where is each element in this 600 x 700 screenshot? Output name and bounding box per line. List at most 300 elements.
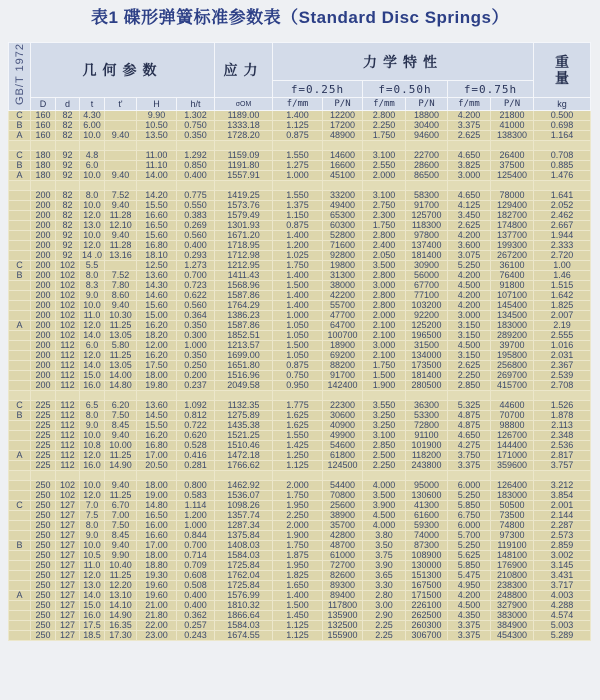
series-cell [9, 351, 31, 361]
table-cell: 1579.49 [215, 211, 273, 221]
table-row [9, 191, 591, 201]
table-cell: 3.100 [363, 151, 406, 161]
table-cell: 15.60 [137, 231, 177, 241]
table-cell: 56000 [406, 271, 448, 281]
spacer-row [9, 181, 591, 191]
table-cell: 1810.32 [215, 601, 273, 611]
spacer-row [9, 391, 591, 401]
table-cell: 180 [31, 171, 56, 181]
table-cell: 226100 [406, 601, 448, 611]
table-cell: 129400 [491, 201, 534, 211]
table-cell: 180 [31, 161, 56, 171]
table-cell: 167500 [406, 581, 448, 591]
table-cell [323, 471, 363, 481]
series-cell [9, 621, 31, 631]
table-cell: 102 [56, 301, 80, 311]
table-cell: 250 [31, 601, 56, 611]
table-cell: 36300 [406, 401, 448, 411]
table-cell: 14.0 [80, 361, 105, 371]
series-cell [9, 521, 31, 531]
table-cell: 269700 [491, 371, 534, 381]
table-cell: 1.550 [273, 151, 323, 161]
table-cell: 9.90 [105, 551, 137, 561]
table-cell [177, 471, 215, 481]
table-cell: 50500 [491, 501, 534, 511]
table-cell: 1.641 [534, 191, 591, 201]
table-cell: 176900 [491, 561, 534, 571]
table-cell: 3.80 [363, 531, 406, 541]
table-cell: 11.00 [137, 151, 177, 161]
deflection-025-header: f=0.25h [273, 81, 363, 98]
table-cell: 2.031 [534, 351, 591, 361]
table-cell: 118300 [406, 221, 448, 231]
table-cell: 0.709 [177, 561, 215, 571]
table-cell: 2.400 [363, 241, 406, 251]
table-cell: 9.40 [105, 541, 137, 551]
table-cell: 250 [31, 531, 56, 541]
table-cell: 4.200 [448, 111, 491, 121]
table-cell: 3.250 [363, 411, 406, 421]
table-cell: 1.750 [273, 261, 323, 271]
table-cell: 3.500 [363, 491, 406, 501]
table-cell: 1.900 [273, 531, 323, 541]
table-cell: 49900 [323, 431, 363, 441]
table-cell: 0.550 [177, 201, 215, 211]
column-header: t [80, 98, 105, 111]
table-cell: 306700 [406, 631, 448, 641]
table-cell: 6.70 [105, 501, 137, 511]
table-cell: 92 [56, 151, 80, 161]
table-cell: 82 [56, 191, 80, 201]
table-cell: 148100 [491, 551, 534, 561]
table-cell: 112 [56, 421, 80, 431]
table-cell: 125200 [406, 321, 448, 331]
table-cell [56, 391, 80, 401]
table-cell: 3.375 [448, 461, 491, 471]
table-cell: 0.293 [177, 251, 215, 261]
table-cell: 112 [56, 431, 80, 441]
table-row [9, 401, 591, 411]
table-cell: 1.150 [273, 211, 323, 221]
table-cell: 8.60 [105, 291, 137, 301]
series-cell [9, 181, 31, 191]
table-cell: 11.0 [80, 561, 105, 571]
table-cell: 11.25 [105, 571, 137, 581]
table-row [9, 441, 591, 451]
table-row [9, 521, 591, 531]
table-cell: 54400 [323, 481, 363, 491]
series-cell [9, 561, 31, 571]
table-cell: 1.000 [273, 311, 323, 321]
table-cell: 3.250 [363, 421, 406, 431]
table-cell: 112 [56, 361, 80, 371]
table-cell: 180 [31, 151, 56, 161]
table-cell: 250 [31, 551, 56, 561]
table-row [9, 411, 591, 421]
table-cell: 1510.46 [215, 441, 273, 451]
table-cell: 94600 [406, 131, 448, 141]
table-cell: 88200 [323, 361, 363, 371]
table-cell: 3.100 [363, 191, 406, 201]
table-cell: 160 [31, 121, 56, 131]
table-cell: 2.800 [363, 301, 406, 311]
table-cell: 11.0 [80, 311, 105, 321]
table-cell: 13.16 [105, 251, 137, 261]
table-cell: 5.325 [448, 401, 491, 411]
table-cell: 1.016 [534, 341, 591, 351]
table-cell: 8.0 [80, 411, 105, 421]
table-cell: 38900 [323, 511, 363, 521]
table-cell: 92200 [406, 311, 448, 321]
table-cell: 118200 [406, 451, 448, 461]
table-cell: 19.80 [137, 381, 177, 391]
table-cell: 92800 [323, 251, 363, 261]
table-cell: 1.875 [273, 551, 323, 561]
table-cell: 82 [56, 211, 80, 221]
table-cell: 78000 [491, 191, 534, 201]
table-cell: 0.364 [177, 311, 215, 321]
table-cell: 0.383 [177, 211, 215, 221]
table-cell: 16.0 [80, 461, 105, 471]
table-cell: 31500 [406, 341, 448, 351]
table-cell: 14.50 [137, 411, 177, 421]
table-cell: 127 [56, 631, 80, 641]
table-cell: 44600 [491, 401, 534, 411]
table-cell: 19.30 [137, 571, 177, 581]
table-cell: 4.574 [534, 611, 591, 621]
table-cell: 2.536 [534, 441, 591, 451]
column-header: h/t [177, 98, 215, 111]
table-cell: 1.302 [177, 111, 215, 121]
column-header: H [137, 98, 177, 111]
table-cell: 16.60 [137, 211, 177, 221]
table-cell: 182700 [491, 211, 534, 221]
table-cell: 6.20 [105, 401, 137, 411]
table-cell: 1.050 [273, 321, 323, 331]
table-cell [56, 141, 80, 151]
table-cell: 15.60 [137, 301, 177, 311]
table-cell: 7.50 [105, 521, 137, 531]
table-cell: 6.750 [448, 511, 491, 521]
table-cell: 250 [31, 561, 56, 571]
table-cell [491, 141, 534, 151]
table-cell: 260300 [406, 621, 448, 631]
table-cell: 53300 [406, 411, 448, 421]
table-cell: 91100 [406, 431, 448, 441]
series-cell [9, 491, 31, 501]
table-cell: 14.80 [137, 501, 177, 511]
table-cell: 71600 [323, 241, 363, 251]
table-cell: 1.275 [273, 161, 323, 171]
table-cell: 117800 [323, 601, 363, 611]
table-cell: 1.250 [273, 451, 323, 461]
table-cell: 2.90 [363, 611, 406, 621]
table-cell: 0.714 [177, 551, 215, 561]
table-row [9, 221, 591, 231]
table-cell: 11.25 [105, 491, 137, 501]
table-cell: 3.900 [363, 501, 406, 511]
table-cell: 2.250 [363, 121, 406, 131]
table-cell: 2.539 [534, 371, 591, 381]
series-cell [9, 431, 31, 441]
table-cell: 248800 [491, 591, 534, 601]
series-cell: B [9, 411, 31, 421]
table-cell: 183000 [491, 491, 534, 501]
table-cell: 3.50 [363, 541, 406, 551]
table-cell: 2.052 [534, 201, 591, 211]
table-cell: 2.800 [363, 231, 406, 241]
table-cell: 13.10 [105, 591, 137, 601]
table-cell [137, 471, 177, 481]
table-cell: 82 [56, 111, 80, 121]
table-cell: 127 [56, 551, 80, 561]
table-cell: 1557.91 [215, 171, 273, 181]
table-cell: 112 [56, 381, 80, 391]
table-cell: 1.400 [273, 231, 323, 241]
table-cell: 17.00 [137, 541, 177, 551]
table-cell: 17.30 [105, 631, 137, 641]
table-cell: 1.750 [363, 361, 406, 371]
table-row [9, 261, 591, 271]
table-cell: 1.625 [273, 411, 323, 421]
table-row [9, 291, 591, 301]
table-cell [105, 471, 137, 481]
table-cell: 10.0 [80, 431, 105, 441]
series-cell [9, 631, 31, 641]
column-header: kg [534, 98, 591, 111]
table-cell: 70800 [323, 491, 363, 501]
table-cell [323, 181, 363, 191]
table-cell: 0.800 [177, 481, 215, 491]
table-cell: 4.875 [448, 421, 491, 431]
table-cell: 10.0 [80, 171, 105, 181]
table-cell: 210800 [491, 571, 534, 581]
table-row [9, 561, 591, 571]
table-cell: 11.25 [105, 451, 137, 461]
table-cell: 250 [31, 631, 56, 641]
table-cell: 2.550 [363, 161, 406, 171]
table-cell: 0.875 [273, 131, 323, 141]
table-cell: 8.0 [80, 191, 105, 201]
table-row [9, 331, 591, 341]
table-cell: 72700 [323, 561, 363, 571]
table-cell: 1762.04 [215, 571, 273, 581]
table-cell: 30900 [406, 261, 448, 271]
table-cell [177, 181, 215, 191]
table-cell: 2.000 [273, 521, 323, 531]
table-cell: 41000 [491, 121, 534, 131]
standard-label: GB/T 1972 [13, 43, 26, 105]
table-cell: 13.60 [137, 271, 177, 281]
table-cell: 97300 [491, 531, 534, 541]
table-cell: 127 [56, 561, 80, 571]
table-cell: 1.000 [177, 341, 215, 351]
table-cell: 41300 [406, 501, 448, 511]
table-cell: 1189.00 [215, 111, 273, 121]
table-cell: 60300 [323, 221, 363, 231]
table-cell: 9.90 [137, 111, 177, 121]
table-cell: 1671.20 [215, 231, 273, 241]
table-cell: 22.00 [137, 621, 177, 631]
table-row [9, 421, 591, 431]
table-cell: 16.35 [105, 621, 137, 631]
table-cell [31, 141, 56, 151]
table-cell: 25600 [323, 501, 363, 511]
table-cell: 4.003 [534, 591, 591, 601]
column-header: f/mm [448, 98, 491, 111]
table-cell: 4.000 [363, 481, 406, 491]
table-cell: 2.462 [534, 211, 591, 221]
column-header: P/N [406, 98, 448, 111]
table-cell: 14.80 [105, 381, 137, 391]
table-cell: 0.722 [177, 421, 215, 431]
table-cell: 3.600 [448, 241, 491, 251]
table-cell: 1.400 [273, 301, 323, 311]
table-cell: 1287.34 [215, 521, 273, 531]
table-cell: 101900 [406, 441, 448, 451]
table-cell: 102 [56, 481, 80, 491]
table-cell: 0.560 [177, 231, 215, 241]
table-cell: 0.775 [177, 191, 215, 201]
table-cell: 18.00 [137, 371, 177, 381]
table-cell: 181400 [406, 371, 448, 381]
table-cell: 19.60 [137, 581, 177, 591]
table-cell: 199300 [491, 241, 534, 251]
table-cell: 1.292 [177, 151, 215, 161]
column-header: f/mm [363, 98, 406, 111]
table-cell: 48700 [323, 541, 363, 551]
table-cell: 4.200 [448, 231, 491, 241]
table-cell: 200 [31, 241, 56, 251]
series-cell [9, 221, 31, 231]
series-cell [9, 391, 31, 401]
series-cell: B [9, 121, 31, 131]
table-cell: 4.288 [534, 601, 591, 611]
table-cell: 127 [56, 511, 80, 521]
table-cell: 1.114 [177, 501, 215, 511]
table-cell: 30400 [406, 121, 448, 131]
table-cell: 1212.95 [215, 261, 273, 271]
table-cell [406, 471, 448, 481]
table-cell: 67700 [406, 281, 448, 291]
table-cell: 8.0 [80, 271, 105, 281]
table-cell: 12.0 [80, 351, 105, 361]
table-cell: 16.00 [137, 521, 177, 531]
table-row [9, 311, 591, 321]
table-cell: 16.0 [80, 381, 105, 391]
table-cell: 1516.96 [215, 371, 273, 381]
table-cell: 200 [31, 311, 56, 321]
table-cell: 125400 [491, 171, 534, 181]
table-cell [215, 391, 273, 401]
table-cell: 0.269 [177, 221, 215, 231]
table-cell: 250 [31, 541, 56, 551]
table-cell: 0.400 [177, 591, 215, 601]
table-cell: 12.0 [80, 491, 105, 501]
series-cell [9, 531, 31, 541]
table-cell: 5.700 [448, 531, 491, 541]
table-cell: 4.500 [448, 281, 491, 291]
series-cell [9, 511, 31, 521]
table-cell: 18.00 [137, 481, 177, 491]
table-cell: 10.5 [80, 551, 105, 561]
table-cell: 40900 [323, 421, 363, 431]
table-cell: 4.200 [448, 591, 491, 601]
table-row [9, 111, 591, 121]
table-cell: 0.850 [177, 161, 215, 171]
table-cell: 130600 [406, 491, 448, 501]
table-cell: 15.00 [137, 311, 177, 321]
table-cell: 91800 [491, 281, 534, 291]
table-cell: 54600 [323, 441, 363, 451]
table-cell: 0.875 [273, 361, 323, 371]
table-cell: 1472.18 [215, 451, 273, 461]
table-cell: 47700 [323, 311, 363, 321]
table-cell: 2.050 [363, 251, 406, 261]
table-cell [406, 181, 448, 191]
table-cell: 21800 [491, 111, 534, 121]
table-cell: 4.650 [448, 151, 491, 161]
table-cell: 0.528 [177, 441, 215, 451]
table-cell: 1132.35 [215, 401, 273, 411]
table-row [9, 341, 591, 351]
table-cell: 225 [31, 431, 56, 441]
table-row [9, 251, 591, 261]
table-cell: 13.60 [137, 401, 177, 411]
table-cell: 17.00 [137, 451, 177, 461]
table-cell: 61600 [406, 511, 448, 521]
table-cell: 1.476 [534, 171, 591, 181]
table-cell [80, 471, 105, 481]
table-cell: 127 [56, 611, 80, 621]
table-cell: 1.425 [273, 441, 323, 451]
table-cell: 112 [56, 451, 80, 461]
table-cell: 9.0 [80, 291, 105, 301]
table-cell: 454300 [491, 631, 534, 641]
table-cell: 3.825 [448, 161, 491, 171]
table-cell: 200 [31, 341, 56, 351]
table-cell: 145400 [491, 301, 534, 311]
table-cell: 2.001 [534, 501, 591, 511]
series-cell [9, 371, 31, 381]
table-cell: 1725.84 [215, 561, 273, 571]
table-cell: 151300 [406, 571, 448, 581]
table-cell: 1411.43 [215, 271, 273, 281]
table-cell [534, 471, 591, 481]
series-cell: A [9, 171, 31, 181]
table-row [9, 431, 591, 441]
table-cell: 10.50 [137, 121, 177, 131]
table-cell: 18.10 [137, 251, 177, 261]
table-cell: 1.550 [273, 191, 323, 201]
table-cell [448, 391, 491, 401]
table-cell: 137400 [406, 241, 448, 251]
table-cell: 1.950 [273, 561, 323, 571]
table-cell: 3.90 [363, 561, 406, 571]
table-cell: 134000 [406, 351, 448, 361]
table-cell: 97800 [406, 231, 448, 241]
table-row [9, 571, 591, 581]
table-cell: 11.25 [105, 351, 137, 361]
table-cell: 74000 [406, 531, 448, 541]
table-cell: 4.275 [448, 441, 491, 451]
table-cell: 14.60 [137, 291, 177, 301]
series-cell [9, 301, 31, 311]
table-cell: 37500 [491, 161, 534, 171]
table-cell: 1419.25 [215, 191, 273, 201]
table-cell: 127 [56, 621, 80, 631]
table-cell: 5.625 [448, 551, 491, 561]
